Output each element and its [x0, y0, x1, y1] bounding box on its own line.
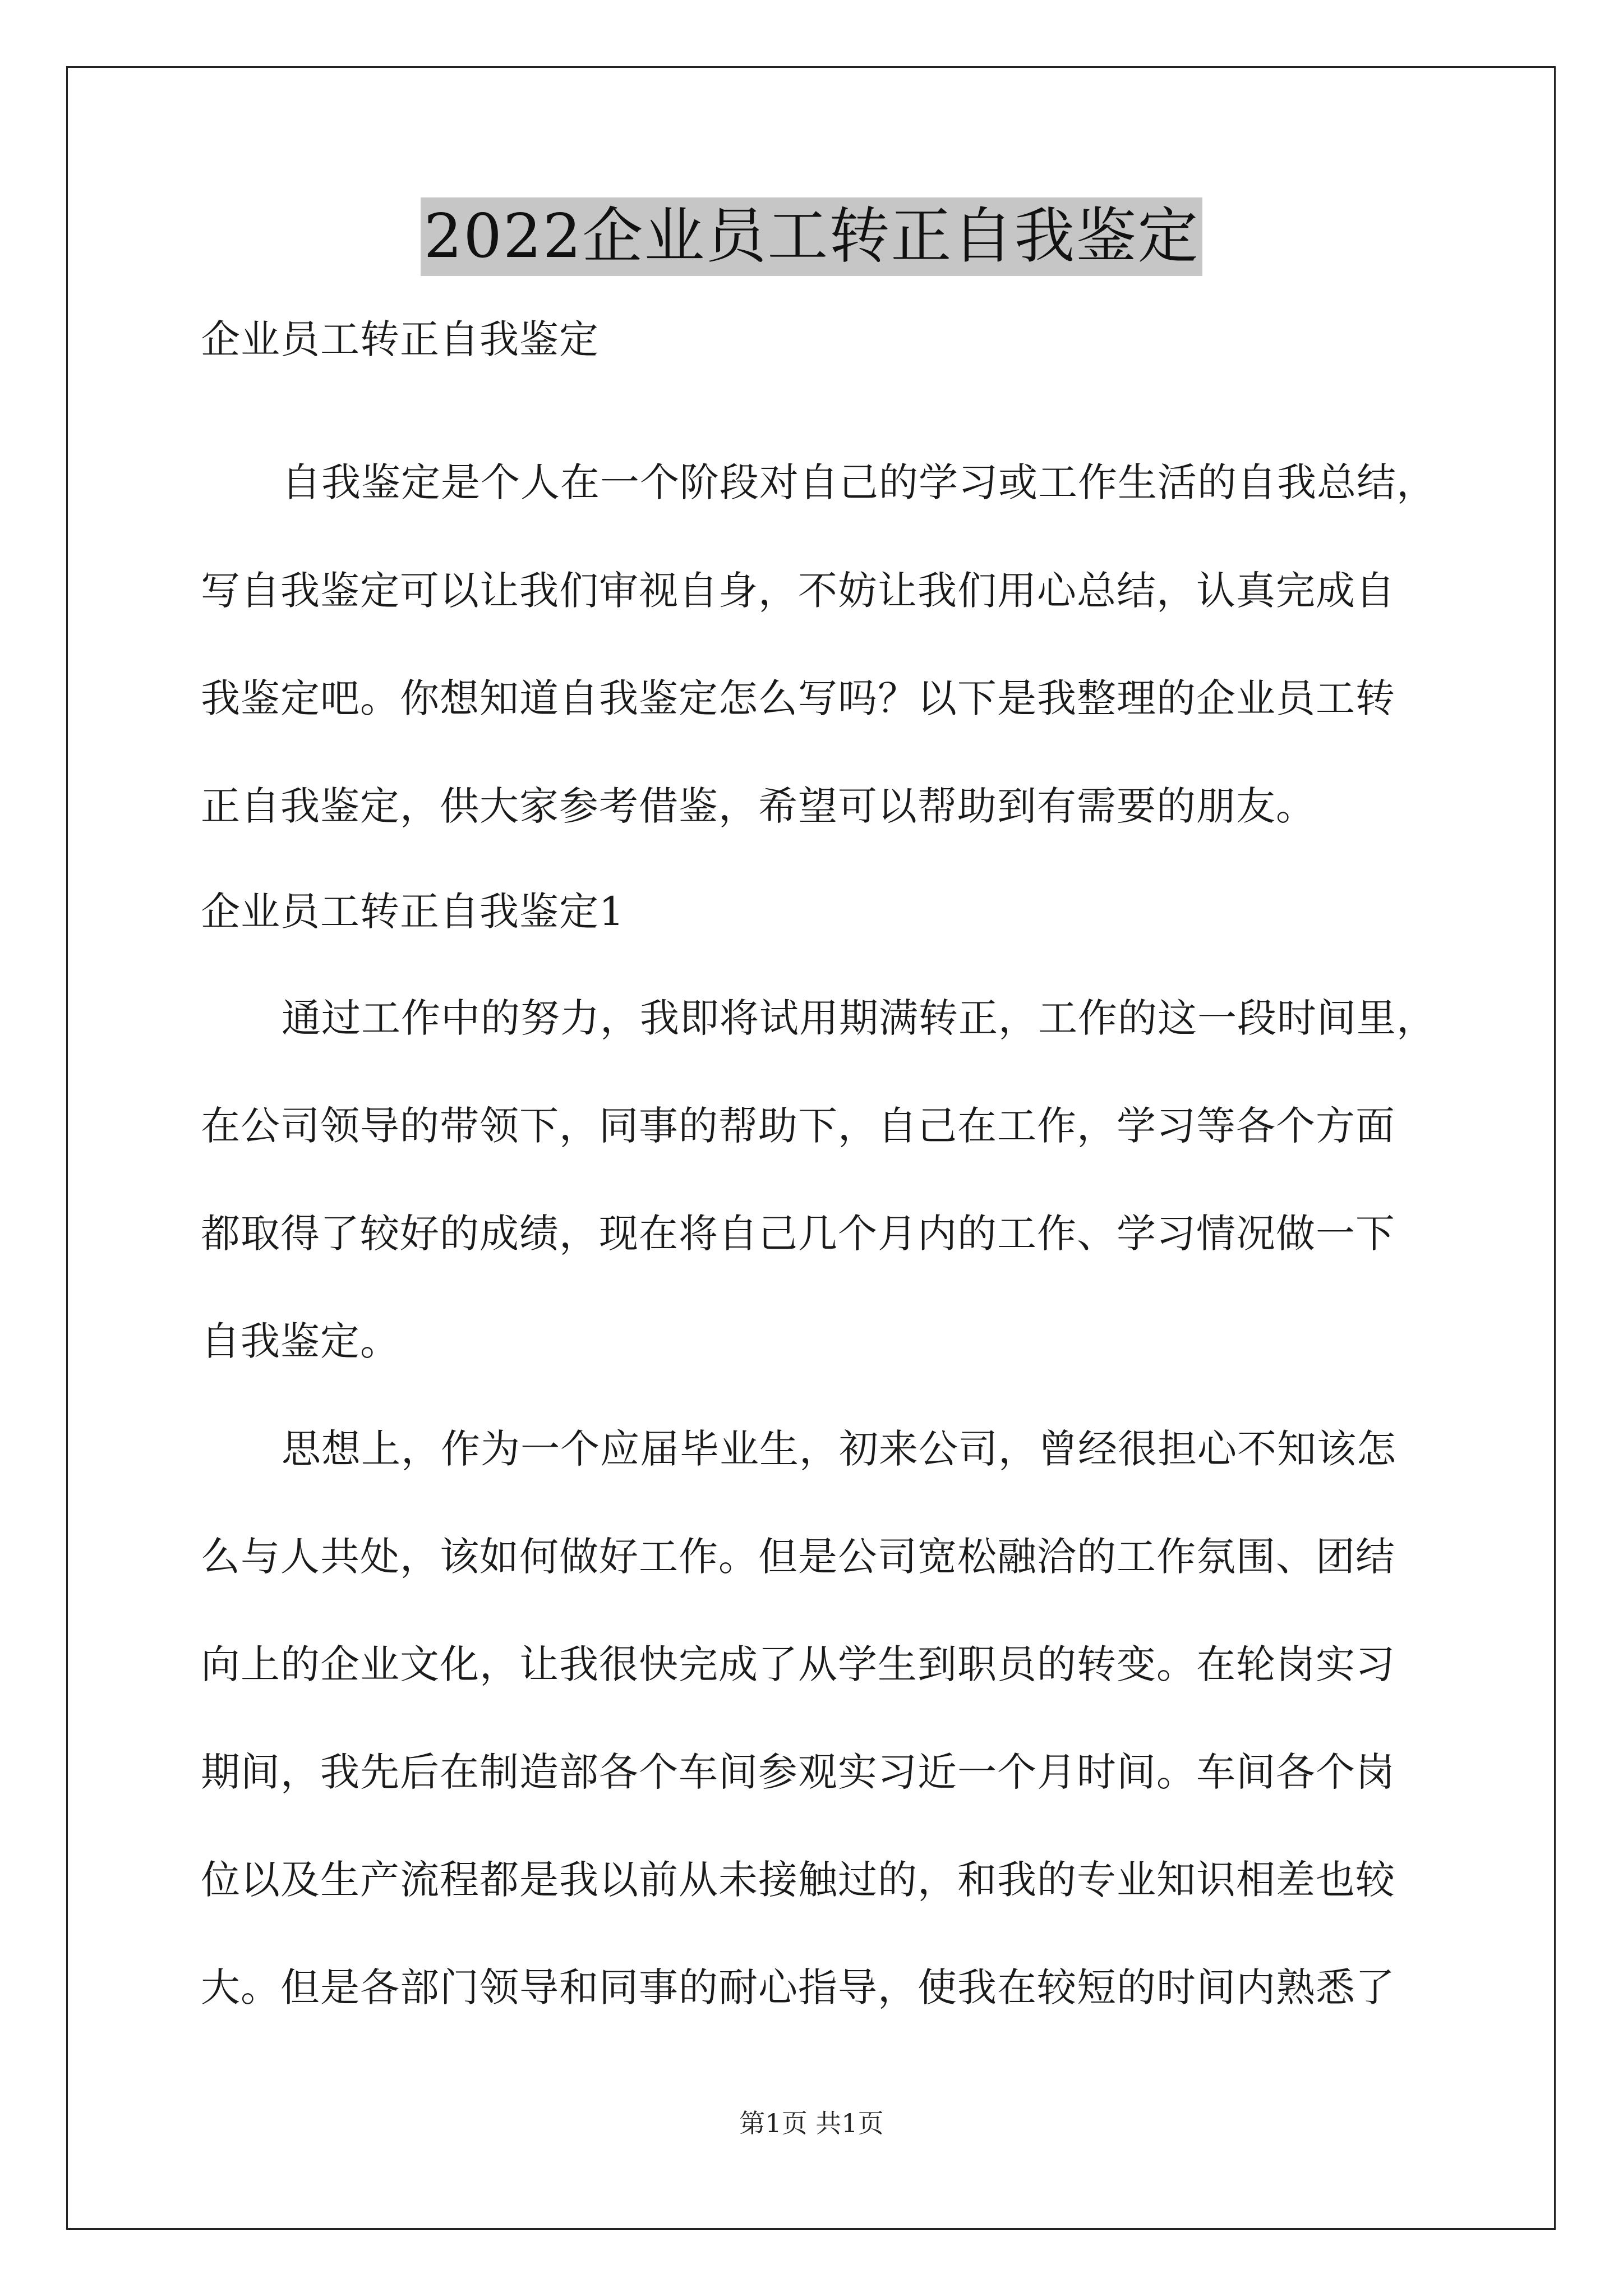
paragraph-line: 写自我鉴定可以让我们审视自身，不妨让我们用心总结，认真完成自 [201, 568, 1395, 614]
paragraph-line: 么与人共处，该如何做好工作。但是公司宽松融洽的工作氛围、团结 [201, 1534, 1395, 1580]
paragraph-line: 在公司领导的带领下，同事的帮助下，自己在工作，学习等各个方面 [201, 1103, 1395, 1149]
paragraph-line: 大。但是各部门领导和同事的耐心指导，使我在较短的时间内熟悉了 [201, 1964, 1395, 2010]
paragraph-line: 我鉴定吧。你想知道自我鉴定怎么写吗？以下是我整理的企业员工转 [201, 675, 1395, 721]
page-footer: 第1页 共1页 [739, 2108, 884, 2138]
document-title: 2022企业员工转正自我鉴定 [421, 197, 1203, 276]
paragraph-line: 自我鉴定是个人在一个阶段对自己的学习或工作生活的自我总结， [282, 459, 1436, 505]
paragraph-line: 正自我鉴定，供大家参考借鉴，希望可以帮助到有需要的朋友。 [201, 783, 1316, 829]
title-container [0, 197, 1623, 276]
paragraph-line: 向上的企业文化，让我很快完成了从学生到职员的转变。在轮岗实习 [201, 1641, 1395, 1687]
paragraph-line: 期间，我先后在制造部各个车间参观实习近一个月时间。车间各个岗 [201, 1749, 1395, 1795]
section-heading: 企业员工转正自我鉴定 [201, 316, 599, 362]
paragraph-line: 思想上，作为一个应届毕业生，初来公司，曾经很担心不知该怎 [282, 1426, 1396, 1472]
paragraph-line: 自我鉴定。 [201, 1318, 400, 1364]
paragraph-line: 都取得了较好的成绩，现在将自己几个月内的工作、学习情况做一下 [201, 1211, 1395, 1257]
paragraph-line: 通过工作中的努力，我即将试用期满转正，工作的这一段时间里， [282, 995, 1436, 1041]
section-heading: 企业员工转正自我鉴定1 [201, 889, 625, 935]
paragraph-line: 位以及生产流程都是我以前从未接触过的，和我的专业知识相差也较 [201, 1857, 1395, 1903]
